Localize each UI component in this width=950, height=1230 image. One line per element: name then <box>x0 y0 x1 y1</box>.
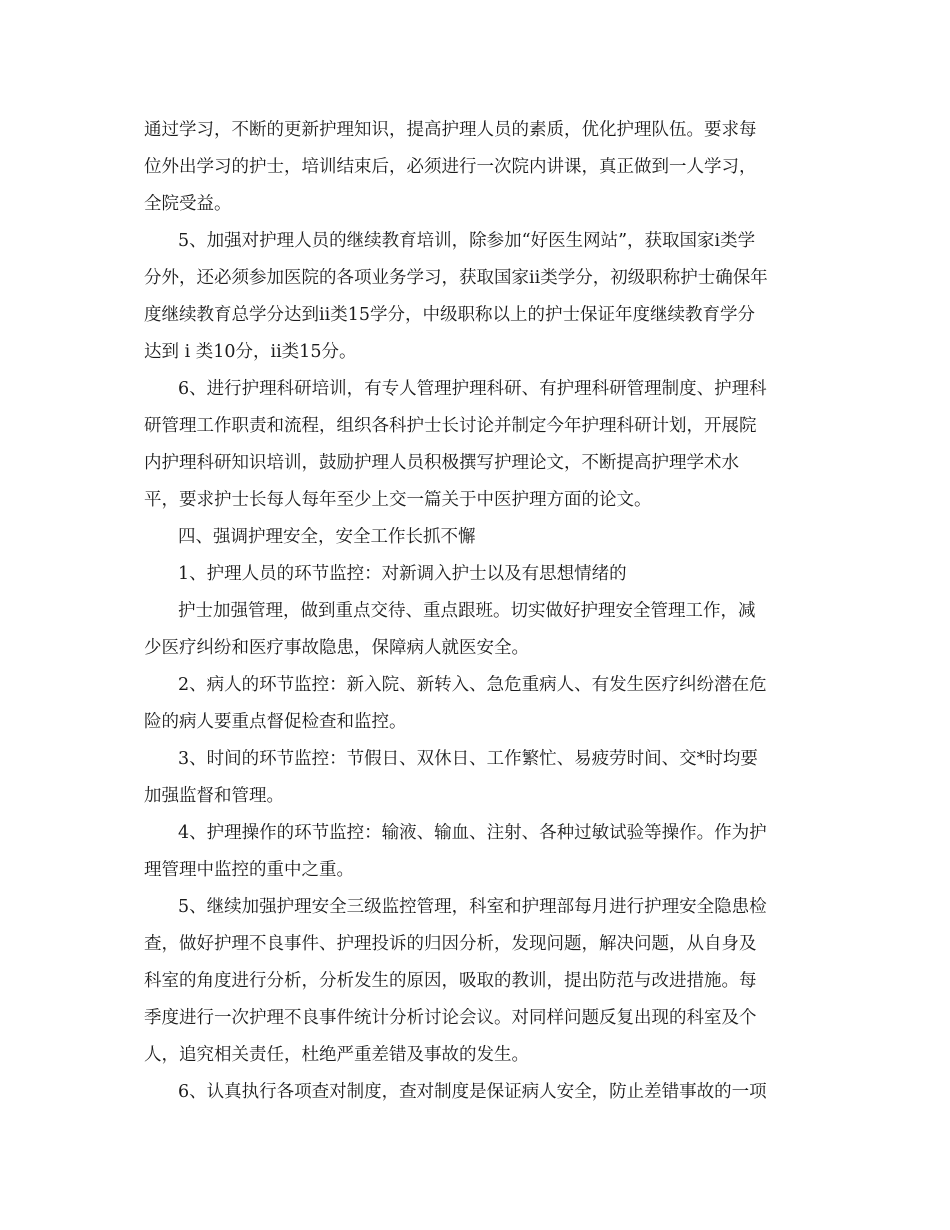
paragraph-first-line: 3、时间的环节监控：节假日、双休日、工作繁忙、易疲劳时间、交*时均要 <box>178 749 758 769</box>
paragraph-first-line: 4、护理操作的环节监控：输液、输血、注射、各种过敏试验等操作。作为护 <box>178 823 767 843</box>
paragraph-first-line: 护士加强管理，做到重点交待、重点跟班。切实做好护理安全管理工作，减 <box>178 601 756 621</box>
document-body <box>144 112 808 1111</box>
text-line: 季度进行一次护理不良事件统计分析讨论会议。对同样问题反复出现的科室及个 <box>144 1008 757 1028</box>
text-line: 少医疗纠纷和医疗事故隐患，保障病人就医安全。 <box>144 638 529 658</box>
text-line: 达到 i 类10分，ii类15分。 <box>144 342 357 362</box>
text-line: 人，追究相关责任，杜绝严重差错及事故的发生。 <box>144 1045 529 1065</box>
text-line: 分外，还必须参加医院的各项业务学习，获取国家ii类学分，初级职称护士确保年 <box>144 268 768 288</box>
text-line: 平，要求护士长每人每年至少上交一篇关于中医护理方面的论文。 <box>144 490 652 510</box>
text-line: 度继续教育总学分达到ii类15学分，中级职称以上的护士保证年度继续教育学分 <box>144 305 755 325</box>
paragraph-first-line: 6、进行护理科研培训，有专人管理护理科研、有护理科研管理制度、护理科 <box>178 379 767 399</box>
text-line: 险的病人要重点督促检查和监控。 <box>144 712 407 732</box>
text-line: 查，做好护理不良事件、护理投诉的归因分析，发现问题，解决问题，从自身及 <box>144 934 757 954</box>
paragraph-first-line: 2、病人的环节监控：新入院、新转入、急危重病人、有发生医疗纠纷潜在危 <box>178 675 767 695</box>
paragraph-first-line: 5、继续加强护理安全三级监控管理，科室和护理部每月进行护理安全隐患检 <box>178 897 767 917</box>
text-line: 全院受益。 <box>144 194 232 214</box>
paragraph-first-line: 5、加强对护理人员的继续教育培训，除参加“好医生网站”，获取国家i类学 <box>178 231 756 251</box>
text-line: 研管理工作职责和流程，组织各科护士长讨论并制定今年护理科研计划，开展院 <box>144 416 757 436</box>
text-line: 科室的角度进行分析，分析发生的原因，吸取的教训，提出防范与改进措施。每 <box>144 971 757 991</box>
section-heading: 四、强调护理安全，安全工作长抓不懈 <box>178 527 476 547</box>
text-line: 理管理中监控的重中之重。 <box>144 860 354 880</box>
paragraph-first-line: 6、认真执行各项查对制度，查对制度是保证病人安全，防止差错事故的一项 <box>178 1082 767 1102</box>
text-line: 加强监督和管理。 <box>144 786 284 806</box>
text-line: 位外出学习的护士，培训结束后，必须进行一次院内讲课，真正做到一人学习， <box>144 157 757 177</box>
text-line: 通过学习，不断的更新护理知识，提高护理人员的素质，优化护理队伍。要求每 <box>144 120 757 140</box>
text-line: 内护理科研知识培训，鼓励护理人员积极撰写护理论文，不断提高护理学术水 <box>144 453 739 473</box>
paragraph-first-line: 1、护理人员的环节监控：对新调入护士以及有思想情绪的 <box>178 564 627 584</box>
